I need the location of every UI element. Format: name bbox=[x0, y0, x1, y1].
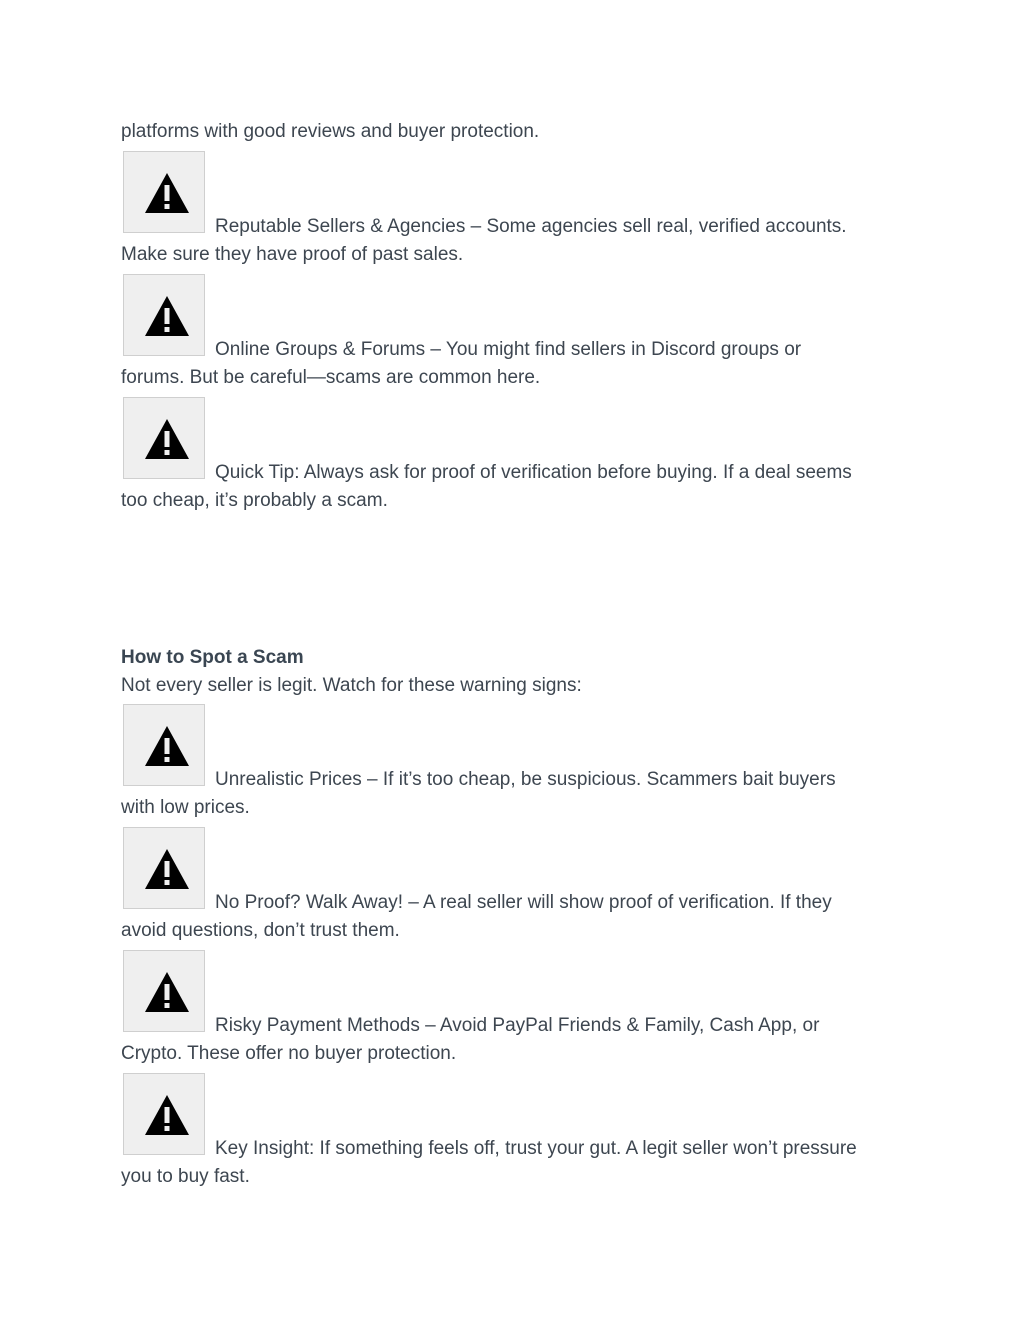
list-item-text: Unrealistic Prices – If it’s too cheap, be suspicious. Scammers bait buyers bbox=[215, 769, 836, 790]
list-item-text: Online Groups & Forums – You might find sellers in Discord groups or bbox=[215, 339, 802, 360]
list-item-text: Risky Payment Methods – Avoid PayPal Friends & Family, Cash App, or bbox=[215, 1015, 820, 1036]
list-item-text-continued: Make sure they have proof of past sales. bbox=[121, 244, 464, 265]
warning-icon bbox=[123, 950, 205, 1032]
warning-icon bbox=[123, 274, 205, 356]
warning-icon bbox=[123, 151, 205, 233]
section-heading: How to Spot a Scam bbox=[121, 647, 304, 668]
list-item-text-continued: too cheap, it’s probably a scam. bbox=[121, 490, 388, 511]
list-item-text-continued: avoid questions, don’t trust them. bbox=[121, 920, 400, 941]
intro-continuation: platforms with good reviews and buyer protection. bbox=[121, 121, 540, 142]
list-item-text-continued: with low prices. bbox=[121, 797, 250, 818]
list-item-text: Quick Tip: Always ask for proof of verification before buying. If a deal seems bbox=[215, 462, 852, 483]
section-intro: Not every seller is legit. Watch for these warning signs: bbox=[121, 675, 582, 696]
warning-icon bbox=[123, 1073, 205, 1155]
list-item-text-continued: you to buy fast. bbox=[121, 1166, 250, 1187]
list-item-text: Reputable Sellers & Agencies – Some agencies sell real, verified accounts. bbox=[215, 216, 847, 237]
list-item-text-continued: Crypto. These offer no buyer protection. bbox=[121, 1043, 457, 1064]
list-item-text: Key Insight: If something feels off, trust your gut. A legit seller won’t pressure bbox=[215, 1138, 857, 1159]
list-item-text-continued: forums. But be careful—scams are common here. bbox=[121, 367, 541, 388]
warning-icon bbox=[123, 704, 205, 786]
warning-icon bbox=[123, 397, 205, 479]
list-item-text: No Proof? Walk Away! – A real seller will show proof of verification. If they bbox=[215, 892, 832, 913]
warning-icon bbox=[123, 827, 205, 909]
